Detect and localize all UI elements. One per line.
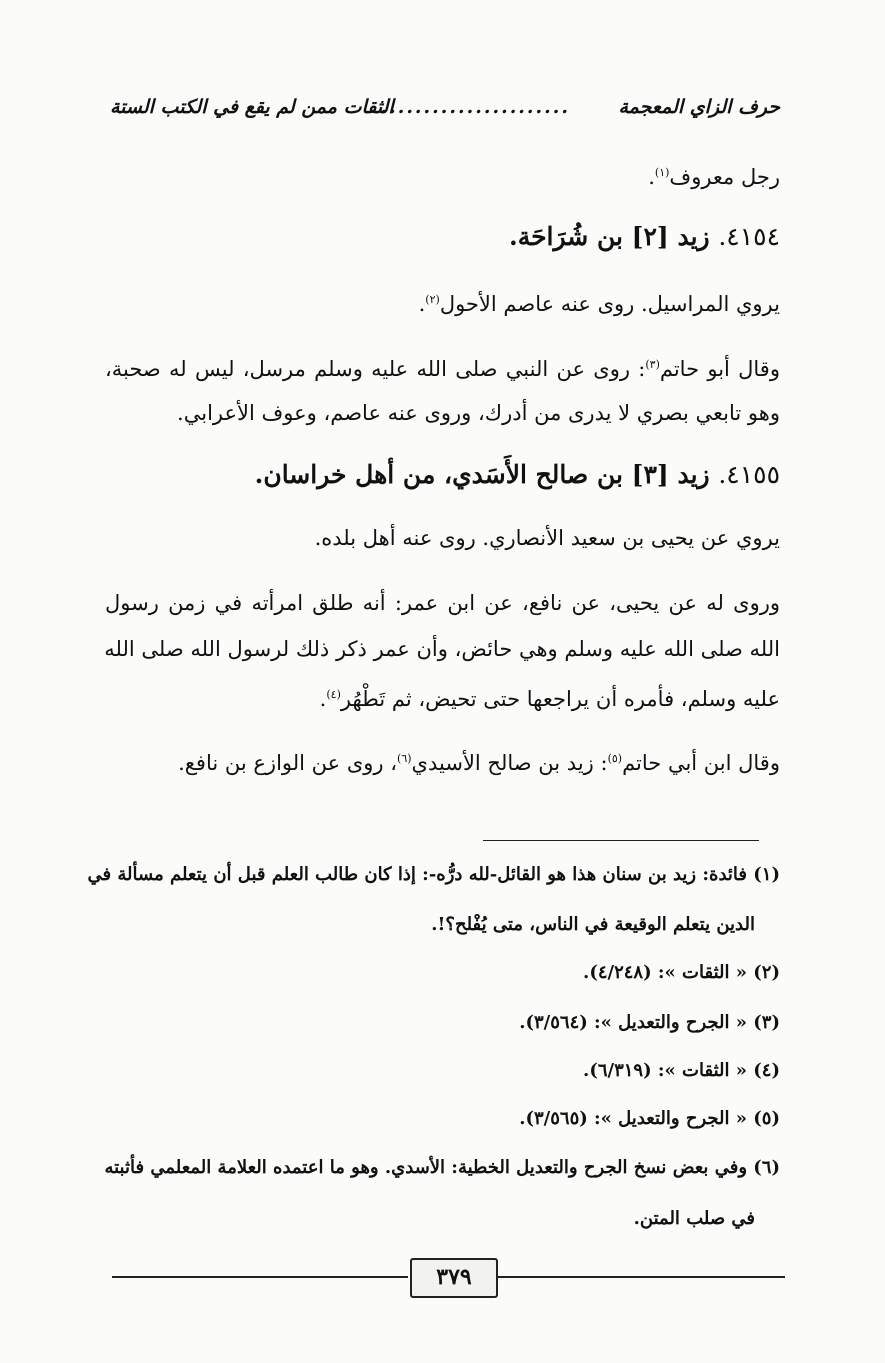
footnote-ref: (١) [654, 166, 670, 179]
entry-4154-heading [105, 222, 780, 252]
paragraph-line: وقال أبو حاتم$^{(٣)}$: روى عن النبي صلى الله عليه وسلم مرسل، ليس له صحبة، [105, 357, 780, 381]
paragraph-line: يروي عن يحيى بن سعيد الأنصاري. روى عنه أهل بلده. [314, 526, 780, 550]
paragraph-line: وقال ابن أبي حاتم$^{(٥)}$: زيد بن صالح الأسيدي$^{(٦)}$، روى عن الوازع بن نافع. [178, 751, 780, 775]
footnote-1-cont: الدين يتعلم الوقيعة في الناس، متى يُفْلح؟!. [431, 914, 755, 935]
entry-number: ٤١٥٥. [718, 460, 780, 489]
footnote-ref: (٦) [397, 752, 412, 765]
entry-title: زيد [٣] بن صالح الأَسَدي، من أهل خراسان. [254, 460, 710, 489]
footnote-ref: (٥) [607, 752, 623, 765]
paragraph-line: عليه وسلم، فأمره أن يراجعها حتى تحيض، ثم تَطْهُر$^{(٤)}$. [319, 687, 780, 711]
footnote-2: (٢) « الثقات »: (٤/٢٤٨). [583, 962, 780, 983]
footnote-6-cont: في صلب المتن. [633, 1208, 755, 1229]
paragraph-line: الله صلى الله عليه وسلم وهي حائض، وأن عمر ذكر ذلك لرسول الله صلى الله [104, 637, 780, 661]
paragraph-line: يروي المراسيل. روى عنه عاصم الأحول$^{(٢)}$. [418, 292, 780, 316]
footnote-ref: (٣) [645, 358, 660, 371]
header-book-title: الثقات ممن لم يقع في الكتب الستة [110, 96, 394, 118]
footnote-1: (١) فائدة: زيد بن سنان هذا هو القائل-لله درُّه-: إذا كان طالب العلم قبل أن يتعلم مسألة في [87, 864, 780, 885]
header-chapter: حرف الزاي المعجمة [618, 96, 780, 118]
footnote-4: (٤) « الثقات »: (٦/٣١٩). [583, 1060, 780, 1081]
footnote-ref: (٤) [326, 688, 341, 701]
footnote-ref: (٢) [425, 293, 440, 306]
bottom-rule-right [495, 1276, 785, 1278]
entry-number: ٤١٥٤. [718, 222, 780, 251]
header-dots: ...................... [380, 96, 570, 118]
entry-title: زيد [٢] بن شُرَاحَة. [509, 222, 710, 251]
footnote-6: (٦) وفي بعض نسخ الجرح والتعديل الخطية: الأسدي. وهو ما اعتمده العلامة المعلمي فأثبته [104, 1157, 780, 1178]
bottom-rule-left [112, 1276, 408, 1278]
running-header [110, 96, 780, 130]
paragraph-line: وروى له عن يحيى، عن نافع، عن ابن عمر: أنه طلق امرأته في زمن رسول [105, 591, 780, 615]
footnote-3: (٣) « الجرح والتعديل »: (٣/٥٦٤). [519, 1012, 780, 1033]
page-number: ٣٧٩ [410, 1258, 498, 1298]
entry-4155-heading [105, 460, 780, 490]
body-line-1: رجل معروف$^{(١)}$. [648, 165, 780, 189]
footnote-separator [483, 840, 759, 841]
footnote-5: (٥) « الجرح والتعديل »: (٣/٥٦٥). [519, 1108, 780, 1129]
paragraph-line: وهو تابعي بصري لا يدرى من أدرك، وروى عنه عاصم، وعوف الأعرابي. [177, 401, 780, 425]
